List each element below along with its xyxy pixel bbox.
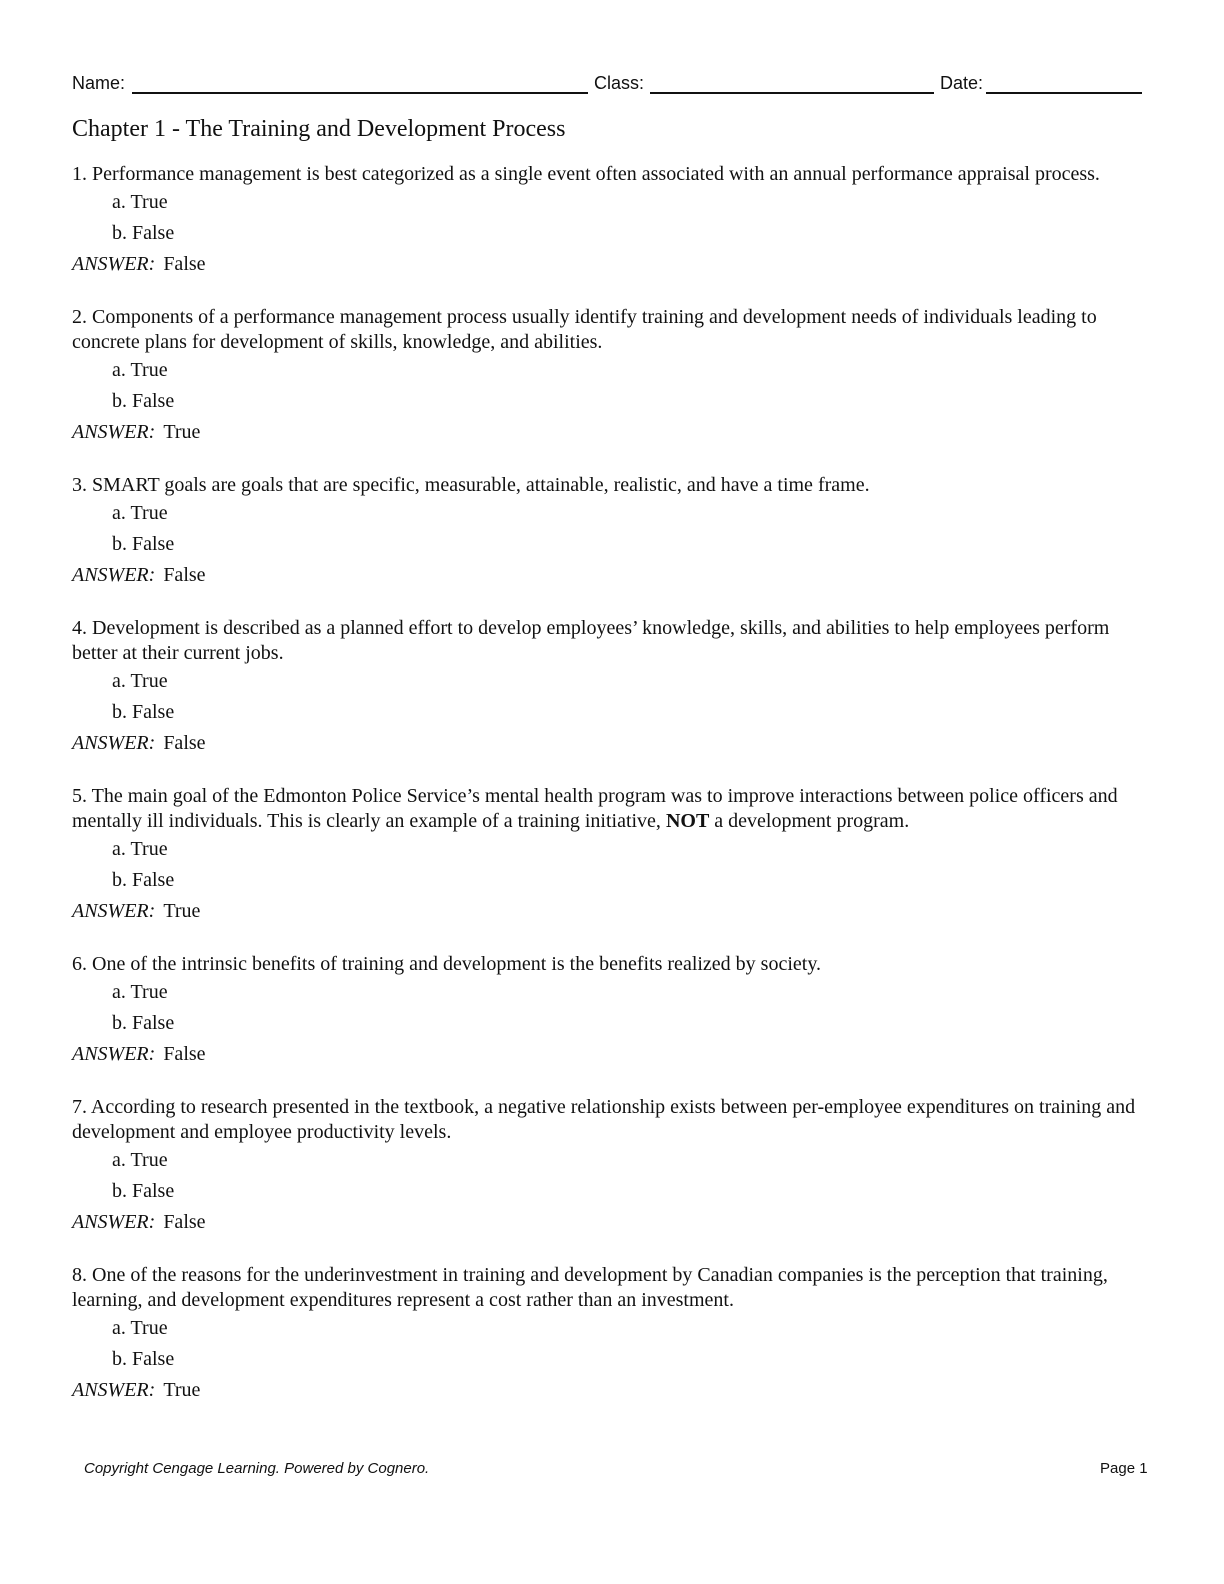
option-b: b. False <box>112 1180 175 1202</box>
question-number: 7. <box>72 1096 87 1118</box>
option-b: b. False <box>112 390 175 412</box>
option-a: a. True <box>112 502 168 524</box>
question-6 <box>72 952 1152 1070</box>
option-a: a. True <box>112 359 168 381</box>
question-number: 3. <box>72 474 87 496</box>
date-blank-line <box>986 92 1142 94</box>
answer-line <box>72 560 1152 591</box>
option-b: b. False <box>112 1348 175 1370</box>
answer-value: False <box>163 1043 206 1065</box>
answer-label: ANSWER: <box>72 1211 156 1233</box>
question-body: One of the intrinsic benefits of training and development is the benefits realized by society. <box>92 953 822 975</box>
answer-label: ANSWER: <box>72 900 156 922</box>
emphasis-not: NOT <box>665 810 710 832</box>
answer-line <box>72 1039 1152 1070</box>
question-body: SMART goals are goals that are specific, measurable, attainable, realistic, and have a time frame. <box>92 474 870 496</box>
option-b: b. False <box>112 701 175 723</box>
option-a: a. True <box>112 838 168 860</box>
question-number: 4. <box>72 617 87 639</box>
option-b: b. False <box>112 869 175 891</box>
question-text <box>72 1263 1152 1313</box>
question-2 <box>72 305 1152 448</box>
question-body: The main goal of the Edmonton Police Service’s mental health program was to improve interactions between police officers and mentally ill individuals. This is clearly an example of a training initiative, <box>72 785 1118 832</box>
footer-copyright: Copyright Cengage Learning. Powered by Cognero. <box>84 1460 430 1477</box>
option-a: a. True <box>112 670 168 692</box>
answer-value: True <box>163 1379 201 1401</box>
question-number: 5. <box>72 785 87 807</box>
question-3 <box>72 473 1152 591</box>
answer-value: True <box>163 421 201 443</box>
question-8 <box>72 1263 1152 1406</box>
answer-value: False <box>163 253 206 275</box>
option-b: b. False <box>112 533 175 555</box>
question-1 <box>72 162 1152 280</box>
question-text <box>72 952 1152 977</box>
question-list <box>72 162 1152 1431</box>
option-b: b. False <box>112 222 175 244</box>
answer-label: ANSWER: <box>72 1379 156 1401</box>
student-info-header <box>72 72 1144 96</box>
class-label: Class: <box>594 73 645 93</box>
question-text <box>72 305 1152 355</box>
option-a: a. True <box>112 1149 168 1171</box>
answer-label: ANSWER: <box>72 564 156 586</box>
question-body: Performance management is best categorized as a single event often associated with an annual performance appraisal process. <box>92 163 1100 185</box>
page-number: Page 1 <box>1100 1460 1148 1477</box>
answer-line <box>72 1375 1152 1406</box>
question-number: 2. <box>72 306 87 328</box>
question-body-end: a development program. <box>709 810 910 832</box>
option-a: a. True <box>112 191 168 213</box>
answer-line <box>72 896 1152 927</box>
question-body: Development is described as a planned effort to develop employees’ knowledge, skills, and abilities to help employees perform better at their current jobs. <box>72 617 1110 664</box>
answer-line <box>72 728 1152 759</box>
question-number: 8. <box>72 1264 87 1286</box>
question-7 <box>72 1095 1152 1238</box>
page-title: Chapter 1 - The Training and Development Process <box>72 116 566 142</box>
answer-line <box>72 1207 1152 1238</box>
class-blank-line <box>650 92 934 94</box>
question-5 <box>72 784 1152 927</box>
answer-line <box>72 249 1152 280</box>
question-number: 6. <box>72 953 87 975</box>
question-body: Components of a performance management process usually identify training and development needs of individuals leading to concrete plans for development of skills, knowledge, and abilities. <box>72 306 1097 353</box>
option-a: a. True <box>112 1317 168 1339</box>
question-body: One of the reasons for the underinvestment in training and development by Canadian companies is the perception that training, learning, and development expenditures represent a cost rather than an investment. <box>72 1264 1108 1311</box>
question-text <box>72 1095 1152 1145</box>
answer-value: False <box>163 732 206 754</box>
answer-line <box>72 417 1152 448</box>
question-text <box>72 162 1152 187</box>
answer-label: ANSWER: <box>72 1043 156 1065</box>
date-label: Date: <box>940 73 984 93</box>
option-b: b. False <box>112 1012 175 1034</box>
question-body: According to research presented in the textbook, a negative relationship exists between per-employee expenditures on training and development and employee productivity levels. <box>72 1096 1136 1143</box>
answer-label: ANSWER: <box>72 421 156 443</box>
answer-label: ANSWER: <box>72 253 156 275</box>
answer-value: True <box>163 900 201 922</box>
name-label: Name: <box>72 73 126 93</box>
answer-value: False <box>163 1211 206 1233</box>
question-text <box>72 784 1152 834</box>
question-4 <box>72 616 1152 759</box>
name-blank-line <box>132 92 588 94</box>
question-text <box>72 473 1152 498</box>
option-a: a. True <box>112 981 168 1003</box>
answer-value: False <box>163 564 206 586</box>
answer-label: ANSWER: <box>72 732 156 754</box>
question-text <box>72 616 1152 666</box>
question-number: 1. <box>72 163 87 185</box>
